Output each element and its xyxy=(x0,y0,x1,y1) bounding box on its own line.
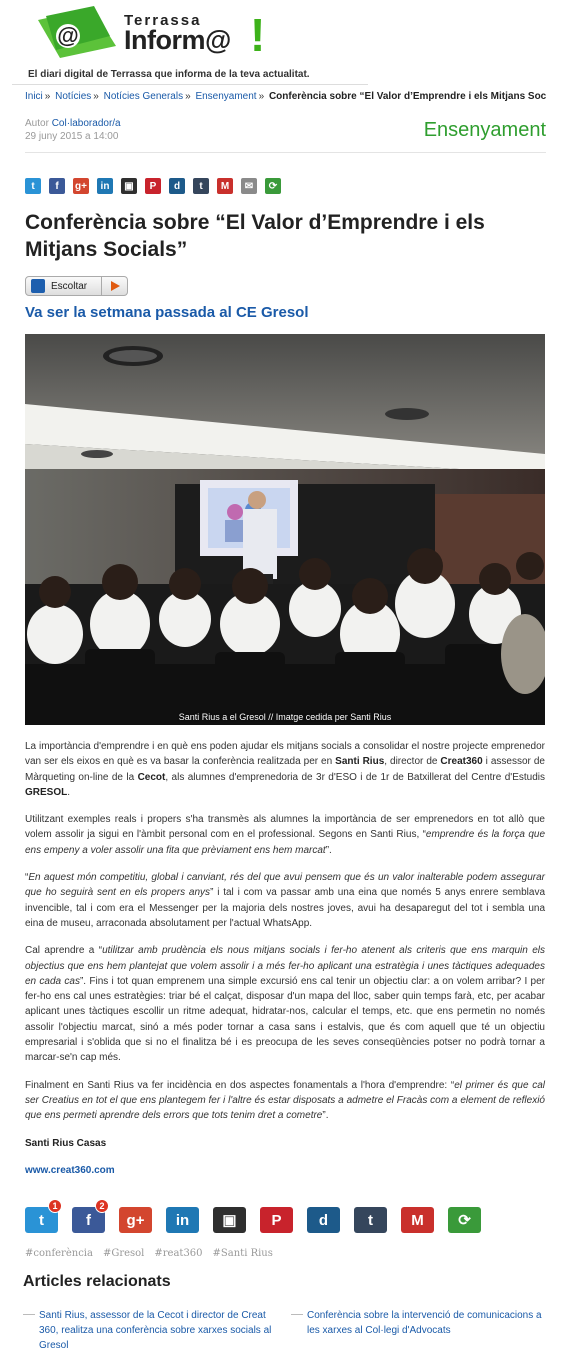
listen-label: Escoltar xyxy=(51,280,88,292)
article-meta xyxy=(25,117,121,143)
article-title: Conferència sobre “El Valor d’Emprendre i els Mitjans Socials” xyxy=(25,211,485,261)
facebook-icon[interactable]: f xyxy=(49,178,65,194)
breadcrumb: Inici » Notícies » Notícies Generals » Ensenyament » Conferència sobre “El Valor d’Emprendre i els Mitjans Soc xyxy=(25,91,547,102)
paragraph-4: Cal aprendre a “utilitzar amb prudència els nous mitjans socials i fer-ho atenent als criteris que ens marquin els objectius que ens hem plantejat que volem assolir i a més fer-ho aplicant una estratègia i unes tàctiques adequades en cada cas”. Fins i tot quan emprenem una simple excursió ens cal tenir un objectiu clar: a on volem arribar? I per fer-ho ens cal unes estratègies: triar bé el calçat, disposar d'un mapa del lloc, saber quin temps farà, etc, per acabar aplicant unes tàctiques escollir un ritme adequat, hidratar-nos, calcular el temps, etc. que ens permetin no només assolir l'objectiu marcat, sinó a més poder tornar a casa sans i estalvis, que és com aquell que té un objectiu empresarial i s'oblida que si no el finalitza bé i es preocupa de les seves conseqüències potser no podrà tornar a marcar-se'n cap més. xyxy=(25,945,546,1064)
digg-icon[interactable]: d xyxy=(307,1207,340,1233)
tumblr-icon[interactable]: t xyxy=(193,178,209,194)
tag-conferencia[interactable]: #conferència xyxy=(25,1248,93,1259)
conference-photo xyxy=(25,334,545,725)
paragraph-1: La importància d'emprendre i en què ens poden ajudar els mitjans socials a consolidar el nostre projecte emprenedor van ser els eixos en què es va basar la conferència realitzada per en Santi Rius, director de Creat360 i assessor de Màrqueting on-line de la Cecot, als alumnes d'emprenedoria de 3r d'ESO i de 1r de Batxillerat del Centre d'Estudis GRESOL. xyxy=(25,741,545,798)
share-more-icon[interactable]: ⟳ xyxy=(265,178,281,194)
tag-gresol[interactable]: #Gresol xyxy=(102,1248,145,1259)
linkedin-icon[interactable]: in xyxy=(166,1207,199,1233)
breadcrumb-news[interactable]: Notícies xyxy=(55,91,92,102)
facebook-icon[interactable]: f 2 xyxy=(72,1207,105,1233)
paragraph-2: Utilitzant exemples reals i propers s'ha transmès als alumnes la importància de ser emprenedors en tot allò que volem assolir ja sigui en l'àmbit personal com en el professional. Segons en Santi Rius, “emprendre és la força que ens empeny a voler assolir una fita que prèviament ens hem marcat”. xyxy=(25,814,546,856)
google-plus-icon[interactable]: g+ xyxy=(119,1207,152,1233)
related-article-2[interactable] xyxy=(291,1308,546,1338)
meta-divider xyxy=(25,152,546,153)
list-bullet xyxy=(23,1314,35,1315)
listen-button[interactable] xyxy=(25,276,128,296)
tag-list xyxy=(25,1248,273,1259)
article-subtitle: Va ser la setmana passada al CE Gresol xyxy=(25,304,309,321)
article-photo xyxy=(25,334,545,725)
digg-icon[interactable]: d xyxy=(169,178,185,194)
delicious-icon[interactable]: ▣ xyxy=(121,178,137,194)
share-count-badge: 1 xyxy=(48,1199,62,1213)
pinterest-icon[interactable]: P xyxy=(260,1207,293,1233)
author-prefix: Autor xyxy=(25,118,49,129)
share-bar-bottom xyxy=(25,1201,481,1233)
breadcrumb-general-news[interactable]: Notícies Generals xyxy=(103,91,184,102)
logo-subtitle: Terrassa xyxy=(124,12,202,29)
breadcrumb-education[interactable]: Ensenyament xyxy=(195,91,257,102)
linkedin-icon[interactable]: in xyxy=(97,178,113,194)
related-article-link[interactable]: Conferència sobre la intervenció de comunicacions a les xarxes al Col·legi d'Advocats xyxy=(307,1310,542,1336)
paragraph-5: Finalment en Santi Rius va fer incidència en dos aspectes fonamentals a l'hora d'emprendre: “el primer és que cal ser Creatius en tot el que ens plantegem fer i l'altre és estar disposats a admetre el Fracàs com a element de reflexió que ens permeti aprendre dels errors que tots tenim dret a cometre”. xyxy=(25,1079,545,1122)
share-more-icon[interactable]: ⟳ xyxy=(448,1207,481,1233)
publish-date: 29 juny 2015 a 14:00 xyxy=(25,131,119,142)
tag-creat360[interactable]: #reat360 xyxy=(154,1248,203,1259)
logo-mark: ! xyxy=(250,9,266,61)
header-divider xyxy=(12,84,368,85)
pinterest-icon[interactable]: P xyxy=(145,178,161,194)
delicious-icon[interactable]: ▣ xyxy=(213,1207,246,1233)
related-articles-heading: Articles relacionats xyxy=(23,1273,171,1290)
speaker-icon xyxy=(31,279,45,293)
site-header xyxy=(0,0,569,90)
svg-text:@: @ xyxy=(57,23,79,48)
list-bullet xyxy=(291,1314,303,1315)
twitter-icon[interactable]: t 1 xyxy=(25,1207,58,1233)
twitter-icon[interactable]: t xyxy=(25,178,41,194)
creat360-link[interactable]: www.creat360.com xyxy=(25,1164,115,1176)
email-icon[interactable]: ✉ xyxy=(241,178,257,194)
tag-santi-rius[interactable]: #Santi Rius xyxy=(212,1248,273,1259)
breadcrumb-home[interactable]: Inici xyxy=(25,91,43,102)
article-body xyxy=(25,739,545,1190)
share-count-badge: 2 xyxy=(95,1199,109,1213)
related-article-1[interactable] xyxy=(23,1308,278,1353)
signature: Santi Rius Casas xyxy=(25,1137,107,1149)
share-bar-top xyxy=(25,178,281,194)
google-plus-icon[interactable]: g+ xyxy=(73,178,89,194)
breadcrumb-current: Conferència sobre “El Valor d’Emprendre i els Mitjans Soc xyxy=(268,91,547,102)
gmail-icon[interactable]: M xyxy=(217,178,233,194)
category-label[interactable]: Ensenyament xyxy=(423,119,546,141)
gmail-icon[interactable]: M xyxy=(401,1207,434,1233)
site-tagline: El diari digital de Terrassa que informa de la teva actualitat. xyxy=(28,69,310,80)
play-icon[interactable] xyxy=(101,277,127,295)
related-article-link[interactable]: Santi Rius, assessor de la Cecot i director de Creat 360, realitza una conferència sobre xarxes socials al Gresol xyxy=(39,1310,272,1351)
logo-graphic[interactable] xyxy=(32,6,120,62)
photo-caption: Santi Rius a el Gresol // Imatge cedida per Santi Rius xyxy=(178,712,392,722)
paragraph-3: “En aquest món competitiu, global i canviant, rés del que avui pensem que és un valor inalterable podem assegurar que ho seguirà sent en els propers anys” i tal i com va passar amb una eina que només 5 anys enrere semblava invencible, tal i com era el Messenger per la majoria dels nostres joves, avui ha desaparegut del tot i sembla una eina de museu, arraconada absolutament per l'actual WhatsApp. xyxy=(25,872,546,929)
tumblr-icon[interactable]: t xyxy=(354,1207,387,1233)
author-link[interactable]: Col·laborador/a xyxy=(51,118,121,129)
logo-title[interactable]: Inform@ xyxy=(124,25,231,55)
